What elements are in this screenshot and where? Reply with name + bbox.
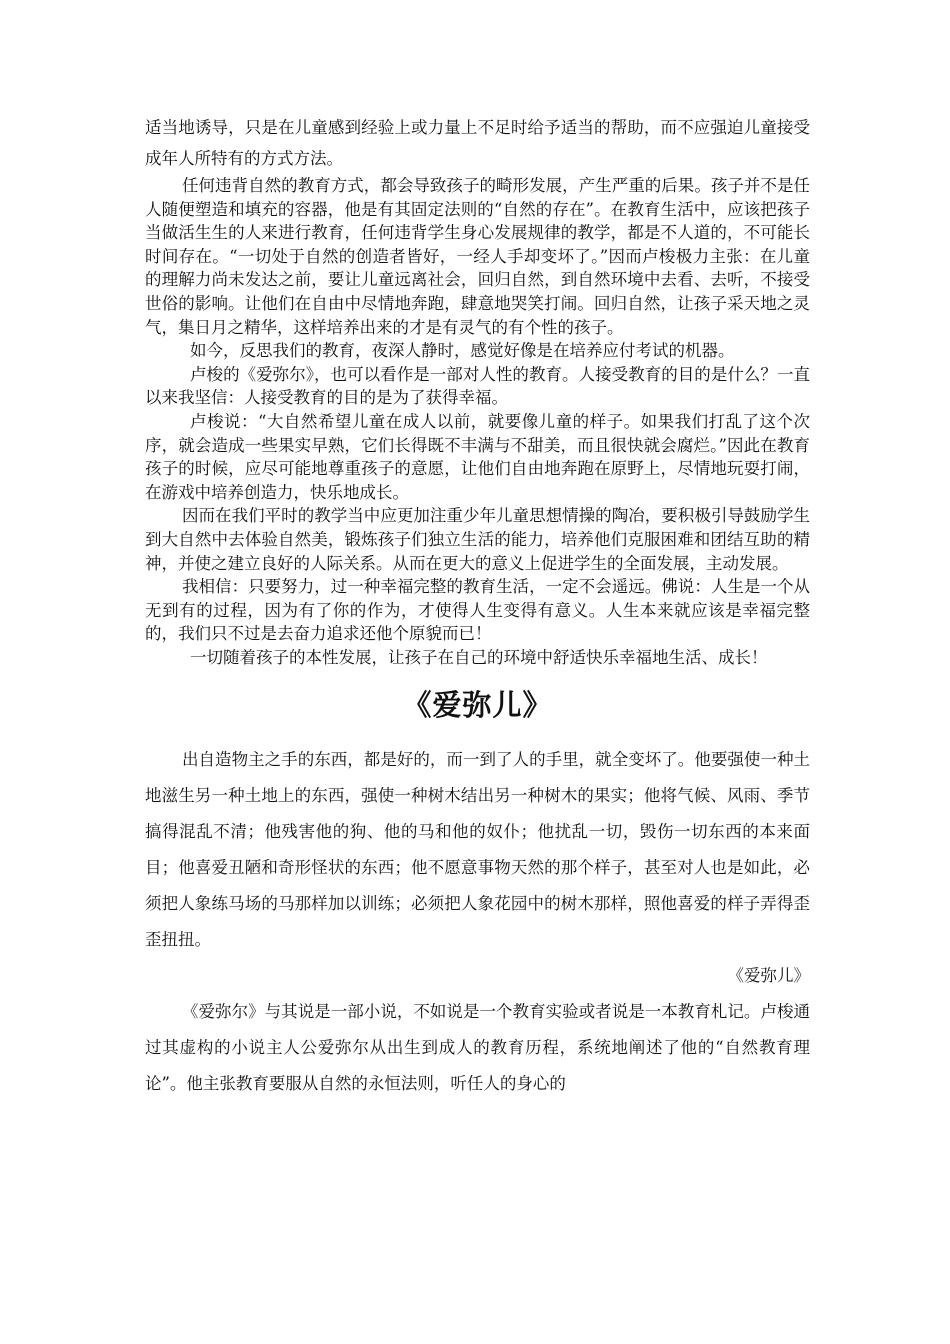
paragraph-belief: 我相信：只要努力，过一种幸福完整的教育生活，一定不会遥远。佛说：人生是一个从无到有的过程，因为有了你的作为，才使得人生变得有意义。人生本来就应该是幸福完整的，我们只不过是去奋力追求还他个原貌而已！ [145, 577, 810, 644]
section-title: 《爱弥儿》 [402, 688, 553, 723]
paragraph-against-nature: 任何违背自然的教育方式，都会导致孩子的畸形发展，产生严重的后果。孩子并不是任人随便塑造和填充的容器，他是有其固定法则的“自然的存在”。在教育生活中，应该把孩子当做活生生的人来进行教育，任何违背学生身心发展规律的教学，都是不人道的，不可能长时间存在。“一切处于自然的创造者皆好，一经人手却变坏了。”因而卢梭极力主张：在儿童的理解力尚未发达之前，要让儿童远离社会，回归自然，到自然环境中去看、去听，不接受世俗的影响。让他们在自由中尽情地奔跑，肆意地哭笑打闹。回归自然，让孩子采天地之灵气，集日月之精华，这样培养出来的才是有灵气的有个性的孩子。 [145, 176, 810, 337]
paragraph-closing: 一切随着孩子的本性发展，让孩子在自己的环境中舒适快乐幸福地生活、成长！ [190, 647, 768, 667]
document-page [145, 112, 810, 1102]
paragraph-continuation: 适当地诱导，只是在儿童感到经验上或力量上不足时给予适当的帮助，而不应强迫儿童接受成年人所特有的方式方法。 [145, 118, 810, 168]
paragraph-rousseau-quote: 卢梭说：“大自然希望儿童在成人以前，就要像儿童的样子。如果我们打乱了这个次序，就会造成一些果实早熟，它们长得既不丰满与不甜美，而且很快就会腐烂。”因此在教育孩子的时候，应尽可能地尊重孩子的意愿，让他们自由地奔跑在原野上，尽情地玩耍打闹，在游戏中培养创造力，快乐地成长。 [145, 411, 810, 502]
quote-paragraph: 出自造物主之手的东西，都是好的，而一到了人的手里，就全变坏了。他要强使一种土地滋生另一种土地上的东西，强使一种树木结出另一种树木的果实；他将气候、风雨、季节搞得混乱不清；他残害他的狗、他的马和他的奴仆；他扰乱一切，毁伤一切东西的本来面目；他喜爱丑陋和奇形怪状的东西；他不愿意事物天然的那个样子，甚至对人也是如此，必须把人象练马场的马那样加以训练；必须把人象花园中的树木那样，照他喜爱的样子弄得歪歪扭扭。 [145, 750, 810, 950]
paragraph-emile-intro: 《爱弥尔》与其说是一部小说，不如说是一个教育实验或者说是一本教育札记。卢梭通过其虚构的小说主人公爱弥尔从出生到成人的教育历程，系统地阐述了他的“自然教育理论”。他主张教育要服从自然的永恒法则，听任人的身心的 [145, 1002, 810, 1094]
paragraph-teaching: 因而在我们平时的教学当中应更加注重少年儿童思想情操的陶冶，要积极引导鼓励学生到大自然中去体验自然美，锻炼孩子们独立生活的能力，培养他们克服困难和团结互助的精神，并使之建立良好的人际关系。从而在更大的意义上促进学生的全面发展，主动发展。 [145, 506, 810, 573]
paragraph-reflection: 如今，反思我们的教育，夜深人静时，感觉好像是在培养应付考试的机器。 [190, 341, 735, 361]
quote-source: 《爱弥儿》 [727, 966, 810, 986]
paragraph-emile-humanity: 卢梭的《爱弥尔》，也可以看作是一部对人性的教育。人接受教育的目的是什么？一直以来我坚信：人接受教育的目的是为了获得幸福。 [145, 364, 810, 408]
